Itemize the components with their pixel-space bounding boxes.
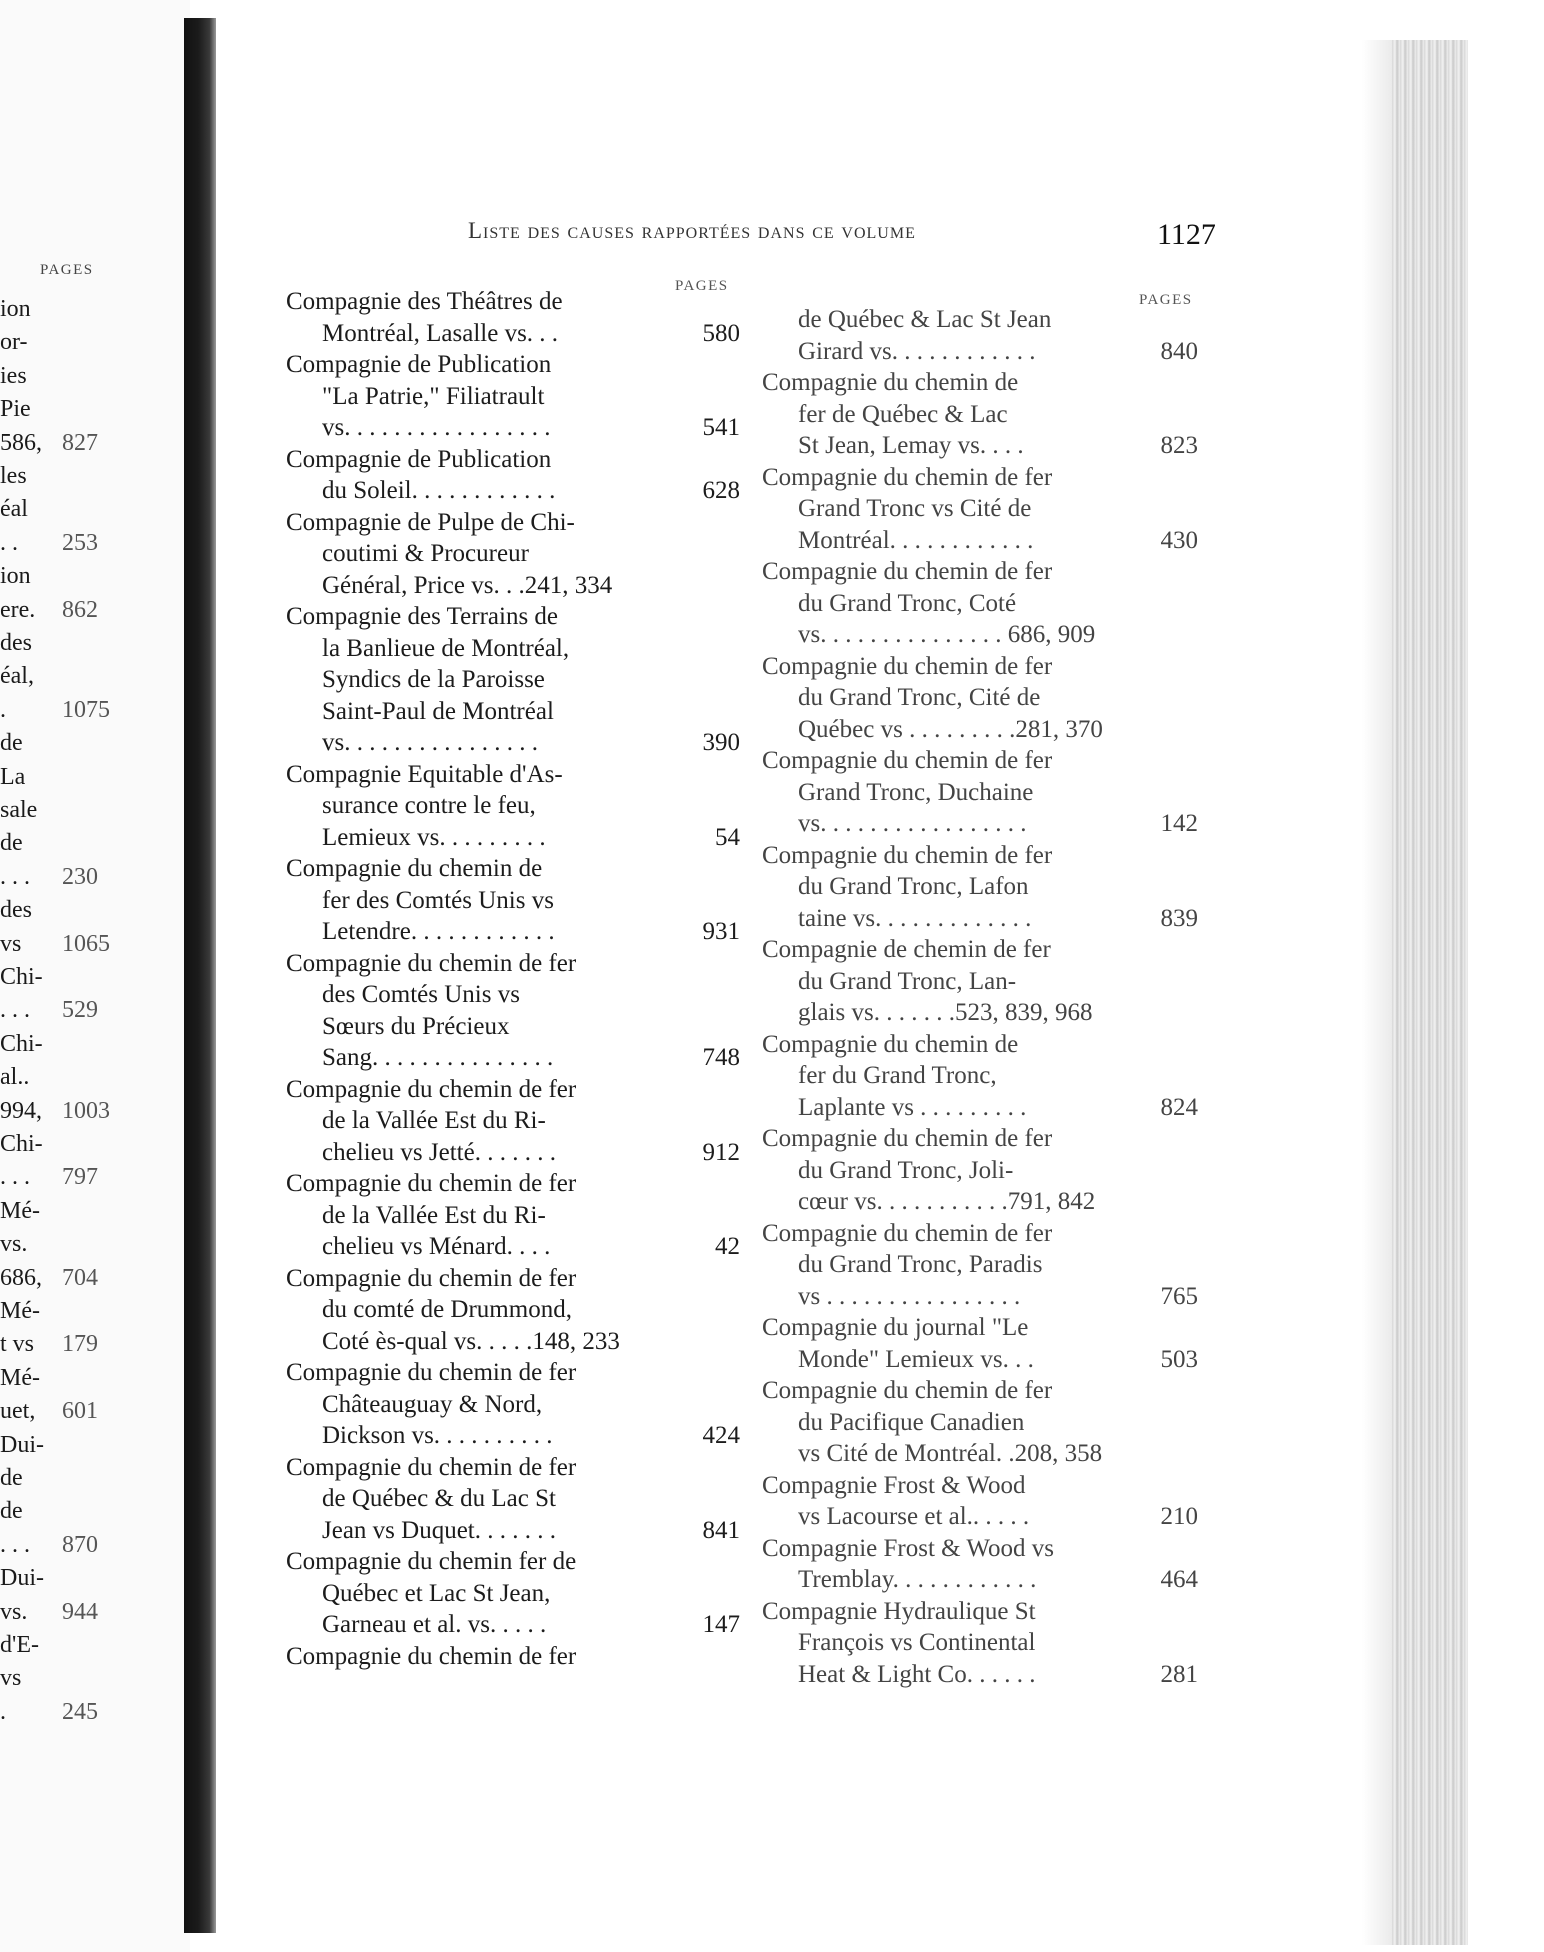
left-page-row-text: ies (0, 362, 27, 389)
left-page-row-text: . . . (0, 1531, 30, 1558)
left-page-row-text: ere. (0, 596, 36, 623)
left-page-row (0, 1198, 190, 1230)
left-page-row-text: des (0, 630, 32, 656)
left-page-row-text: 994, (0, 1097, 42, 1124)
index-entry (748, 1470, 1228, 1533)
left-page-row-text: vs. (0, 1598, 28, 1625)
entry-continuation-line: glais vs. . . . . . .523, 839, 968 (798, 999, 1093, 1026)
left-page-row-page-ref: 797 (62, 1164, 98, 1191)
entry-continuation-line: vs. . . . . . . . . . . . . . . . (322, 729, 538, 756)
left-page-row (0, 329, 190, 361)
left-page-row-page-ref: 1075 (62, 696, 110, 723)
entry-continuation-line: Jean vs Duquet. . . . . . . (322, 1516, 556, 1544)
left-page-row (0, 1098, 190, 1130)
left-page-row-text: Mé- (0, 1364, 40, 1391)
left-page-row-page-ref: 944 (62, 1598, 98, 1625)
left-page-row-text: or- (0, 329, 28, 356)
entry-continuation-line: du Grand Tronc, Paradis (798, 1251, 1043, 1278)
left-page-row (0, 1231, 190, 1263)
entry-title-line: Compagnie du chemin de (286, 855, 543, 882)
left-page-row (0, 1064, 190, 1096)
entry-title-line: Compagnie de Publication (286, 351, 552, 378)
entry-page-ref: 912 (702, 1138, 740, 1166)
left-page-row-text: de (0, 1465, 23, 1491)
left-page-row-page-ref: 1065 (62, 930, 110, 957)
entry-continuation-line: Saint-Paul de Montréal (322, 697, 554, 725)
entry-title-line: Compagnie Hydraulique St (762, 1597, 1036, 1625)
left-page-pages-label: PAGES (40, 262, 94, 278)
entry-continuation-line: du Grand Tronc, Coté (798, 589, 1017, 617)
left-page-row (0, 630, 190, 662)
entry-page-ref: 390 (702, 729, 740, 756)
left-page-row (0, 1031, 190, 1063)
left-page-row-page-ref: 870 (62, 1531, 98, 1558)
entry-title-line: Compagnie Equitable d'As- (286, 760, 563, 788)
left-page-row-text: Mé- (0, 1197, 40, 1224)
left-page-row (0, 864, 190, 896)
left-page-row (0, 563, 190, 595)
left-page-row (0, 663, 190, 695)
entry-title-line: Compagnie du chemin de fer (762, 747, 1053, 774)
entry-title-line: Compagnie du chemin fer de (286, 1548, 577, 1575)
book-fore-edge (1392, 40, 1468, 1945)
left-page-row (0, 1331, 190, 1363)
left-page-row-page-ref: 704 (62, 1264, 98, 1291)
left-page-row-text: éal (0, 496, 28, 523)
left-page-row-text: Chi- (0, 1030, 43, 1057)
entry-page-ref: 430 (1160, 526, 1198, 554)
entry-continuation-line: Garneau et al. vs. . . . . (322, 1611, 547, 1638)
entry-page-ref: 142 (1160, 810, 1198, 837)
index-entry (748, 1596, 1228, 1691)
page-number: 1127 (1157, 218, 1216, 251)
entry-continuation-line: taine vs. . . . . . . . . . . . . (798, 904, 1032, 932)
left-page-row (0, 1298, 190, 1330)
left-page-row (0, 1365, 190, 1397)
left-page-row (0, 530, 190, 562)
entry-continuation-line: vs. . . . . . . . . . . . . . . . . (322, 414, 551, 441)
left-page-row (0, 1432, 190, 1464)
index-entry (272, 286, 750, 349)
left-page-row (0, 1565, 190, 1597)
entry-continuation-line: vs. . . . . . . . . . . . . . . 686, 909 (798, 621, 1096, 648)
index-entry (272, 1263, 750, 1358)
entry-continuation-line: la Banlieue de Montréal, (322, 634, 570, 662)
left-page-row (0, 964, 190, 996)
left-page-row-text: . (0, 1698, 6, 1725)
entry-continuation-line: chelieu vs Ménard. . . . (322, 1233, 551, 1260)
left-page-row-text: al.. (0, 1064, 30, 1091)
left-page-row (0, 1532, 190, 1564)
left-page-row (0, 730, 190, 762)
entry-title-line: Compagnie des Terrains de (286, 603, 559, 630)
entry-continuation-line: vs Cité de Montréal. .208, 358 (798, 1440, 1103, 1467)
entry-title-line: Compagnie du chemin de fer (762, 558, 1053, 585)
index-entry (272, 1546, 750, 1641)
entry-title-line: Compagnie du chemin de fer (286, 1453, 577, 1481)
index-entry (272, 1452, 750, 1547)
index-entry (272, 601, 750, 759)
entry-page-ref: 823 (1160, 432, 1198, 459)
entry-continuation-line: Dickson vs. . . . . . . . . . (322, 1422, 553, 1449)
entry-continuation-line: de la Vallée Est du Ri- (322, 1107, 546, 1134)
entry-continuation-line: Montréal, Lasalle vs. . . (322, 319, 559, 347)
left-page-row-text: Dui- (0, 1565, 44, 1592)
entry-page-ref: 840 (1160, 337, 1198, 365)
index-entry (748, 1375, 1228, 1470)
entry-page-ref: 839 (1160, 904, 1198, 932)
left-page-row (0, 363, 190, 395)
left-page-row (0, 597, 190, 629)
entry-page-ref: 748 (702, 1044, 740, 1071)
entry-continuation-line: Lemieux vs. . . . . . . . . (322, 823, 546, 851)
entry-continuation-line: Sœurs du Précieux (322, 1012, 510, 1040)
entry-title-line: Compagnie Frost & Wood vs (762, 1534, 1054, 1562)
entry-title-line: Compagnie des Théâtres de (286, 288, 563, 315)
entry-title-line: Compagnie de chemin de fer (762, 936, 1051, 963)
entry-page-ref: 503 (1160, 1345, 1198, 1373)
index-entry (748, 462, 1228, 557)
entry-continuation-line: du Grand Tronc, Lafon (798, 873, 1029, 900)
entry-continuation-line: fer de Québec & Lac (798, 400, 1008, 428)
entry-page-ref: 424 (702, 1422, 740, 1449)
index-entry (272, 507, 750, 602)
entry-continuation-line: Syndics de la Paroisse (322, 666, 545, 693)
entry-continuation-line: Grand Tronc vs Cité de (798, 495, 1032, 522)
entry-title-line: Compagnie du chemin de fer (286, 1264, 577, 1292)
left-page-row-text: des (0, 897, 32, 924)
left-page-row-text: uet, (0, 1398, 36, 1425)
entry-page-ref: 931 (702, 918, 740, 945)
left-page-row-text: vs. (0, 1231, 28, 1258)
left-page-row-text: Pie (0, 396, 31, 423)
left-page-row-text: vs (0, 1665, 22, 1692)
left-page-row (0, 764, 190, 796)
left-page-row (0, 897, 190, 929)
entry-title-line: Compagnie du chemin de fer (286, 1075, 577, 1103)
entry-continuation-line: fer du Grand Tronc, (798, 1062, 997, 1089)
entry-continuation-line: de la Vallée Est du Ri- (322, 1201, 546, 1229)
entry-continuation-line: Heat & Light Co. . . . . . (798, 1660, 1036, 1688)
left-page-row-page-ref: 245 (62, 1698, 98, 1725)
left-page-row-text: ion (0, 296, 31, 322)
left-page-row (0, 997, 190, 1029)
entry-continuation-line: Grand Tronc, Duchaine (798, 778, 1034, 806)
index-entry (272, 1641, 750, 1673)
index-entry (748, 651, 1228, 746)
index-entry (272, 1168, 750, 1263)
index-entry (272, 948, 750, 1074)
entry-title-line: Compagnie du chemin de (762, 1030, 1019, 1058)
index-entry (748, 1312, 1228, 1375)
left-page-row-text: de (0, 730, 23, 757)
entry-continuation-line: vs Lacourse et al.. . . . . (798, 1503, 1030, 1530)
entry-continuation-line: Tremblay. . . . . . . . . . . . (798, 1566, 1037, 1593)
entry-page-ref: 54 (715, 823, 740, 851)
entry-page-ref: 580 (702, 319, 740, 347)
left-page-row-text: Mé- (0, 1298, 40, 1324)
left-page-row (0, 1599, 190, 1631)
entry-title-line: Compagnie de Pulpe de Chi- (286, 508, 575, 536)
pages-label-right: PAGES (1139, 292, 1193, 308)
index-entry (748, 1029, 1228, 1124)
index-entry (748, 1123, 1228, 1218)
pages-label-left: PAGES (675, 278, 729, 294)
entry-continuation-line: Coté ès-qual vs. . . . .148, 233 (322, 1327, 620, 1355)
index-column-right (748, 304, 1228, 1690)
left-page-row (0, 396, 190, 428)
left-page-row-text: . . . (0, 863, 30, 890)
index-entry (272, 1357, 750, 1452)
entry-continuation-line: Québec vs . . . . . . . . .281, 370 (798, 715, 1103, 743)
left-page-row (0, 1398, 190, 1430)
left-page-row (0, 931, 190, 963)
entry-title-line: de Québec & Lac St Jean (798, 306, 1052, 333)
entry-title-line: Compagnie du chemin de fer (762, 652, 1053, 680)
index-entry (272, 853, 750, 948)
left-page-row-text: d'E- (0, 1632, 39, 1658)
entry-title-line: Compagnie du chemin de fer (286, 949, 577, 977)
left-page-row (0, 1665, 190, 1697)
entry-title-line: Compagnie du chemin de fer (762, 1125, 1053, 1152)
left-page-row-text: Chi- (0, 964, 43, 990)
left-page-row (0, 1265, 190, 1297)
index-entry (748, 1218, 1228, 1313)
entry-continuation-line: des Comtés Unis vs (322, 981, 520, 1008)
index-entry (272, 759, 750, 854)
left-page-row-text: 586, (0, 429, 42, 456)
index-entry (748, 934, 1228, 1029)
left-page-row (0, 1465, 190, 1497)
index-entry (748, 304, 1228, 367)
entry-page-ref: 765 (1160, 1282, 1198, 1310)
entry-continuation-line: Laplante vs . . . . . . . . . (798, 1093, 1027, 1121)
entry-continuation-line: du Soleil. . . . . . . . . . . . (322, 477, 556, 504)
entry-page-ref: 841 (702, 1516, 740, 1544)
left-page-row-text: éal, (0, 663, 34, 690)
left-page-row-text: t vs (0, 1331, 35, 1358)
left-page-row-text: . . . (0, 997, 30, 1024)
left-page-row (0, 797, 190, 829)
left-page-row-page-ref: 1003 (62, 1097, 110, 1124)
index-entry (748, 367, 1228, 462)
entry-page-ref: 210 (1160, 1503, 1198, 1530)
facing-left-page (0, 0, 190, 1952)
entry-continuation-line: cœur vs. . . . . . . . . . .791, 842 (798, 1188, 1096, 1215)
left-page-row (0, 697, 190, 729)
left-page-row (0, 463, 190, 495)
entry-page-ref: 628 (702, 477, 740, 504)
index-entry (748, 1533, 1228, 1596)
entry-title-line: Compagnie du chemin de fer (286, 1642, 577, 1670)
left-page-row (0, 1498, 190, 1530)
left-page-row-text: . . (0, 529, 18, 556)
left-page-row-page-ref: 230 (62, 863, 98, 890)
left-page-row-page-ref: 179 (62, 1331, 98, 1358)
entry-title-line: Compagnie du chemin de fer (762, 1377, 1053, 1404)
left-page-row-text: ion (0, 563, 31, 590)
left-page-row (0, 496, 190, 528)
entry-title-line: Compagnie du journal "Le (762, 1314, 1029, 1341)
index-entry (272, 1074, 750, 1169)
left-page-row-text: vs (0, 930, 22, 957)
entry-title-line: Compagnie Frost & Wood (762, 1471, 1026, 1499)
entry-continuation-line: François vs Continental (798, 1629, 1036, 1656)
entry-page-ref: 281 (1160, 1660, 1198, 1688)
entry-title-line: Compagnie du chemin de (762, 369, 1019, 396)
index-column-left (272, 286, 750, 1672)
entry-title-line: Compagnie du chemin de fer (762, 1219, 1053, 1247)
entry-continuation-line: du Pacifique Canadien (798, 1408, 1025, 1436)
entry-page-ref: 541 (702, 414, 740, 441)
entry-continuation-line: vs. . . . . . . . . . . . . . . . . (798, 810, 1027, 837)
left-page-row-page-ref: 862 (62, 596, 98, 623)
entry-title-line: Compagnie de Publication (286, 445, 552, 473)
left-page-row-text: . . . (0, 1164, 30, 1191)
left-page-row-text: Chi- (0, 1131, 43, 1157)
left-page-row (0, 1699, 190, 1731)
entry-title-line: Compagnie du chemin de fer (762, 841, 1053, 869)
entry-continuation-line: vs . . . . . . . . . . . . . . . . (798, 1282, 1021, 1310)
entry-page-ref: 464 (1160, 1566, 1198, 1593)
left-page-row-text: Dui- (0, 1431, 44, 1458)
entry-continuation-line: Sang. . . . . . . . . . . . . . . (322, 1044, 554, 1071)
entry-continuation-line: coutimi & Procureur (322, 540, 529, 567)
entry-continuation-line: surance contre le feu, (322, 792, 536, 819)
left-page-row-text: les (0, 463, 27, 489)
left-page-row-page-ref: 253 (62, 529, 98, 556)
entry-continuation-line: Letendre. . . . . . . . . . . . (322, 918, 555, 945)
entry-continuation-line: du comté de Drummond, (322, 1296, 572, 1323)
entry-title-line: Compagnie du chemin de fer (286, 1359, 577, 1386)
left-page-row (0, 296, 190, 328)
index-entry (748, 840, 1228, 935)
left-page-row-text: sale (0, 797, 38, 823)
left-page-row (0, 1164, 190, 1196)
left-page-row (0, 430, 190, 462)
index-entry (272, 444, 750, 507)
book-gutter (184, 18, 216, 1933)
left-page-row (0, 830, 190, 862)
entry-continuation-line: Québec et Lac St Jean, (322, 1579, 551, 1607)
left-page-row-text: La (0, 763, 26, 790)
index-entry (272, 349, 750, 444)
left-page-row (0, 1632, 190, 1664)
entry-continuation-line: Monde" Lemieux vs. . . (798, 1345, 1034, 1373)
left-page-row-page-ref: 529 (62, 997, 98, 1024)
entry-page-ref: 42 (715, 1233, 740, 1260)
entry-continuation-line: du Grand Tronc, Lan- (798, 967, 1017, 995)
entry-continuation-line: du Grand Tronc, Joli- (798, 1156, 1014, 1184)
entry-continuation-line: fer des Comtés Unis vs (322, 886, 554, 914)
entry-continuation-line: Général, Price vs. . .241, 334 (322, 571, 613, 599)
left-page-row-text: de (0, 1498, 23, 1525)
entry-page-ref: 824 (1160, 1093, 1198, 1121)
left-page-row-text: de (0, 830, 23, 857)
entry-continuation-line: Montréal. . . . . . . . . . . . (798, 526, 1034, 554)
entry-page-ref: 147 (702, 1611, 740, 1638)
left-page-row-text: . (0, 696, 6, 723)
left-page-row-text: 686, (0, 1264, 42, 1291)
entry-title-line: Compagnie du chemin de fer (286, 1170, 577, 1197)
left-page-row (0, 1131, 190, 1163)
entry-continuation-line: chelieu vs Jetté. . . . . . . (322, 1138, 556, 1166)
left-page-row-page-ref: 827 (62, 429, 98, 456)
running-title: Liste des causes rapportées dans ce volume (468, 218, 916, 243)
entry-continuation-line: "La Patrie," Filiatrault (322, 382, 545, 410)
entry-continuation-line: Girard vs. . . . . . . . . . . . (798, 337, 1036, 365)
entry-continuation-line: du Grand Tronc, Cité de (798, 684, 1041, 711)
entry-title-line: Compagnie du chemin de fer (762, 463, 1053, 491)
entry-continuation-line: St Jean, Lemay vs. . . . (798, 432, 1024, 459)
index-entry (748, 745, 1228, 840)
entry-continuation-line: Châteauguay & Nord, (322, 1390, 543, 1418)
left-page-row-page-ref: 601 (62, 1398, 98, 1425)
index-entry (748, 556, 1228, 651)
entry-continuation-line: de Québec & du Lac St (322, 1485, 556, 1512)
